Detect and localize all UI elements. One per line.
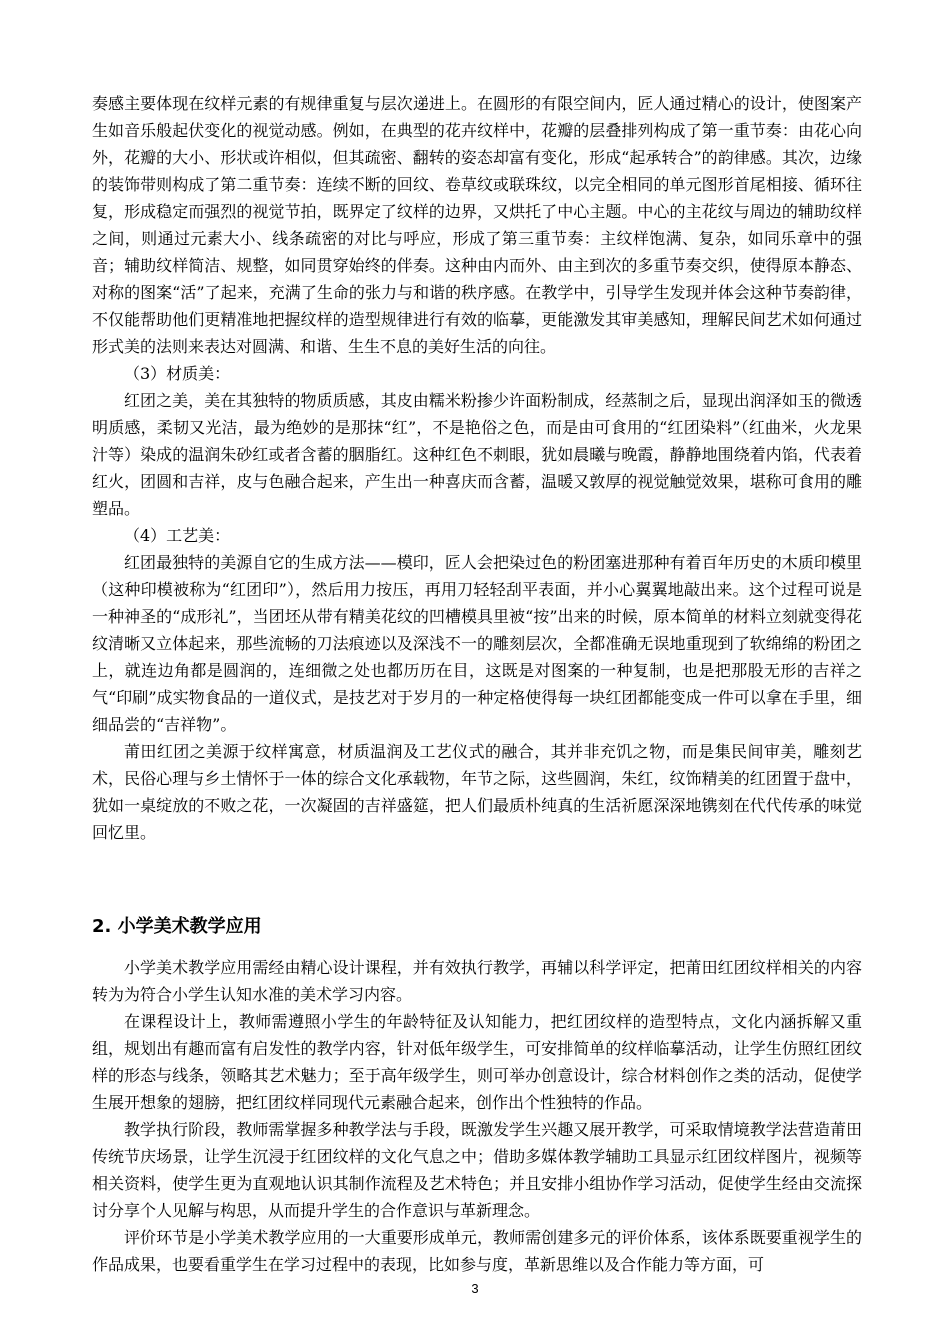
paragraph-course-design: 在课程设计上，教师需遵照小学生的年龄特征及认知能力，把红团纹样的造型特点，文化内涵拆解又重组，规划出有趣而富有启发性的教学内容，针对低年级学生，可安排简单的纹样临摹活动，让学生仿照红团纹样的形态与线条，领略其艺术魅力；至于高年级学生，则可举办创意设计，综合材料创作之类的活动，促使学生展开想象的翅膀，把红团纹样同现代元素融合起来，创作出个性独特的作品。 — [92, 1012, 862, 1112]
paragraph-rhythm: 奏感主要体现在纹样元素的有规律重复与层次递进上。在圆形的有限空间内，匠人通过精心的设计，使图案产生如音乐般起伏变化的视觉动感。例如，在典型的花卉纹样中，花瓣的层叠排列构成了第一重节奏：由花心向外，花瓣的大小、形状或许相似，但其疏密、翻转的姿态却富有变化，形成“起承转合”的韵律感。其次，边缘的装饰带则构成了第二重节奏：连续不断的回纹、卷草纹或联珠纹，以完全相同的单元图形首尾相接、循环往复，形成稳定而强烈的视觉节拍，既界定了纹样的边界，又烘托了中心主题。中心的主花纹与周边的辅助纹样之间，则通过元素大小、线条疏密的对比与呼应，形成了第三重节奏：主纹样饱满、复杂，如同乐章中的强音；辅助纹样简洁、规整，如同贯穿始终的伴奏。这种由内而外、由主到次的多重节奏交织，使得原本静态、对称的图案“活”了起来，充满了生命的张力与和谐的秩序感。在教学中，引导学生发现并体会这种节奏韵律，不仅能帮助他们更精准地把握纹样的造型规律进行有效的临摹，更能激发其审美感知，理解民间艺术如何通过形式美的法则来表达对圆满、和谐、生生不息的美好生活的向往。 — [92, 94, 862, 356]
paragraph-craft: 红团最独特的美源自它的生成方法——模印，匠人会把染过色的粉团塞进那种有着百年历史的木质印模里（这种印模被称为“红团印”），然后用力按压，再用刀轻轻刮平表面，并小心翼翼地敲出来。这个过程可说是一种神圣的“成形礼”，当团坯从带有精美花纹的凹槽模具里被“按”出来的时候，原本简单的材料立刻就变得花纹清晰又立体起来，那些流畅的刀法痕迹以及深浅不一的雕刻层次，全都准确无误地重现到了软绵绵的粉团之上，就连边角都是圆润的，连细微之处也都历历在目，这既是对图案的一种复制，也是把那股无形的吉祥之气“印刷”成实物食品的一道仪式，是技艺对于岁月的一种定格使得每一块红团都能变成一件可以拿在手里，细细品尝的“吉祥物”。 — [92, 553, 862, 734]
section-heading: 2. 小学美术教学应用 — [92, 916, 262, 937]
section-aesthetics — [92, 90, 862, 846]
paragraph-evaluation: 评价环节是小学美术教学应用的一大重要形成单元，教师需创建多元的评价体系，该体系既要重视学生的作品成果，也要看重学生在学习过程中的表现，比如参与度，革新思维以及合作能力等方面，可 — [92, 1228, 862, 1274]
subheading-material: （3）材质美： — [124, 364, 231, 383]
subheading-craft: （4）工艺美： — [124, 526, 231, 545]
paragraph-material: 红团之美，美在其独特的物质质感，其皮由糯米粉掺少许面粉制成，经蒸制之后，显现出润泽如玉的微透明质感，柔韧又光洁，最为绝妙的是那抹“红”，不是艳俗之色，而是由可食用的“红团染料”（红曲米，火龙果汁等）染成的温润朱砂红或者含蓄的胭脂红。这种红色不刺眼，犹如晨曦与晚霞，静静地围绕着内馅，代表着红火，团圆和吉祥，皮与色融合起来，产生出一种喜庆而含蓄，温暖又敦厚的视觉触觉效果，堪称可食用的雕塑品。 — [92, 391, 862, 518]
section-teaching — [92, 914, 862, 1278]
paragraph-summary: 莆田红团之美源于纹样寓意，材质温润及工艺仪式的融合，其并非充饥之物，而是集民间审美，雕刻艺术，民俗心理与乡土情怀于一体的综合文化承载物，年节之际，这些圆润，朱红，纹饰精美的红团置于盘中，犹如一桌绽放的不败之花，一次凝固的吉祥盛筵，把人们最质朴纯真的生活祈愿深深地镌刻在代代传承的味觉回忆里。 — [92, 742, 862, 842]
paragraph-intro: 小学美术教学应用需经由精心设计课程，并有效执行教学，再辅以科学评定，把莆田红团纹样相关的内容转为为符合小学生认知水准的美术学习内容。 — [92, 958, 862, 1004]
paragraph-execution: 教学执行阶段，教师需掌握多种教学法与手段，既激发学生兴趣又展开教学，可采取情境教学法营造莆田传统节庆场景，让学生沉浸于红团纹样的文化气息之中；借助多媒体教学辅助工具显示红团纹样图片，视频等相关资料，使学生更为直观地认识其制作流程及艺术特色；并且安排小组协作学习活动，促使学生经由交流探讨分享个人见解与构思，从而提升学生的合作意识与革新理念。 — [92, 1120, 862, 1220]
page-number: 3 — [471, 1281, 479, 1296]
